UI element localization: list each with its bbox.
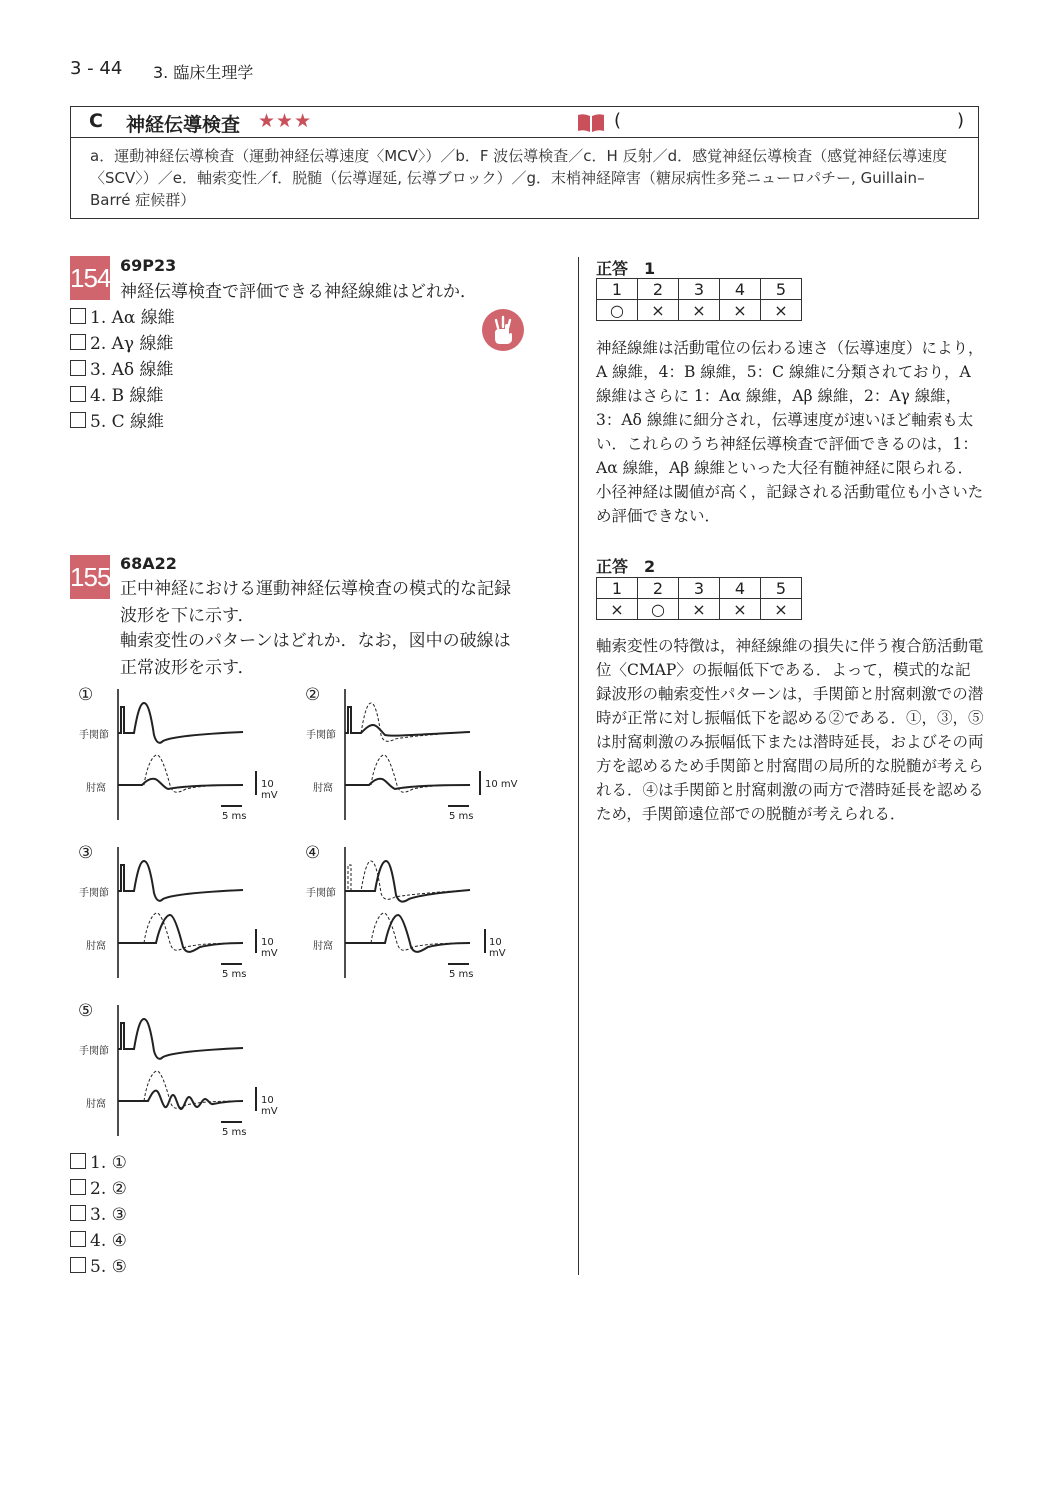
wrist-label: 手関節 — [306, 888, 336, 899]
answer-header-cell: 2 — [638, 578, 679, 599]
question-code: 68A22 — [120, 554, 177, 573]
answer-header-cell: 5 — [761, 578, 802, 599]
panel-number: ③ — [78, 843, 94, 863]
topic-header — [71, 107, 978, 138]
waveform-panel-5 — [78, 1001, 293, 1141]
answer-table — [596, 577, 802, 620]
choice-item[interactable]: 4. B 線維 — [70, 383, 175, 409]
panel-number: ② — [305, 685, 321, 705]
waveform-traces — [305, 843, 520, 983]
choice-item[interactable]: 5. C 線維 — [70, 409, 175, 435]
checkbox[interactable] — [70, 1153, 86, 1169]
answer-mark-cell: × — [720, 599, 761, 620]
wrist-label: 手関節 — [79, 1046, 109, 1057]
important-point-icon — [481, 308, 525, 352]
topic-box — [70, 106, 979, 219]
question-number-badge: 154 — [70, 256, 110, 300]
question-code: 69P23 — [120, 256, 177, 275]
book-icon — [577, 113, 605, 133]
choice-item[interactable]: 1. Aα 線維 — [70, 305, 175, 331]
amplitude-scale-label: 10 mV — [261, 937, 278, 959]
wrist-label: 手関節 — [79, 730, 109, 741]
page-number: 3 - 44 — [70, 58, 123, 79]
checkbox[interactable] — [70, 1231, 86, 1247]
reference-open-paren: ( — [614, 110, 622, 131]
waveform-traces — [78, 1001, 293, 1141]
answer-mark-cell: × — [679, 300, 720, 321]
topic-keywords: a．運動神経伝導検査（運動神経伝導速度〈MCV〉）／b．F 波伝導検査／c．H 反射／d．感覚神経伝導検査（感覚神経伝導速度〈SCV〉）／e．軸索変性／f．脱髄（伝導遅延, 伝導ブロック）／g．末梢神経障害（糖尿病性多発ニューロパチー, Guillain–Barré 症候群） — [90, 147, 948, 209]
waveform-panel-1 — [78, 685, 293, 825]
amplitude-scale-label: 10 mV — [489, 937, 506, 959]
wrist-label: 手関節 — [79, 888, 109, 899]
question-text-line: 正中神経における運動神経伝導検査の模式的な記録 — [120, 579, 511, 599]
panel-number: ⑤ — [78, 1001, 94, 1021]
waveform-traces — [305, 685, 520, 825]
answer-mark-cell: × — [761, 300, 802, 321]
answer-header-cell: 4 — [720, 279, 761, 300]
column-divider — [578, 257, 579, 1275]
answer-header-cell: 5 — [761, 279, 802, 300]
choice-item[interactable]: 2. ② — [70, 1176, 127, 1202]
choice-item[interactable]: 1. ① — [70, 1150, 127, 1176]
explanation-text: 軸索変性の特徴は，神経線維の損失に伴う複合筋活動電位〈CMAP〉の振幅低下である．よって，模式的な記録波形の軸索変性パターンは，手関節と肘窩刺激での潜時が正常に対し振幅低下を認める②である．①，③，⑤は肘窩刺激のみ振幅低下または潜時延長，およびその両方を認めるため手関節と肘窩間の局所的な脱髄が考えられる．④は手関節と肘窩刺激の両方で潜時延長を認めるため，手関節遠位部での脱髄が考えられる． — [596, 637, 984, 823]
answer-header-cell: 1 — [597, 279, 638, 300]
answer-mark-cell: ○ — [597, 300, 638, 321]
question-text: 神経伝導検査で評価できる神経線維はどれか． — [120, 282, 477, 302]
question-text-line: 正常波形を示す． — [120, 658, 255, 678]
waveform-traces — [78, 843, 293, 983]
choice-item[interactable]: 4. ④ — [70, 1228, 127, 1254]
checkbox[interactable] — [70, 334, 86, 350]
question-text-line: 軸索変性のパターンはどれか．なお，図中の破線は — [120, 631, 511, 651]
waveform-panel-2 — [305, 685, 520, 825]
checkbox[interactable] — [70, 308, 86, 324]
answer-mark-cell: × — [597, 599, 638, 620]
explanation-text: 神経線維は活動電位の伝わる速さ（伝導速度）により，A 線維，4：B 線維，5：C 線維に分類されており，A 線維はさらに 1：Aα 線維，Aβ 線維，2：Aγ 線維，3：Aδ 線維に細分され，伝導速度が速いほど軸索も太い．これらのうち神経伝導検査で評価できるのは，1：Aα 線維，Aβ 線維といった大径有髄神経に限られる．小径神経は閾値が高く，記録される活動電位も小さいため評価できない． — [596, 339, 984, 525]
amplitude-scale-label: 10 mV — [261, 779, 278, 801]
answer-mark-cell: × — [720, 300, 761, 321]
panel-number: ① — [78, 685, 94, 705]
time-scale-label: 5 ms — [222, 811, 247, 822]
topic-title: 神経伝導検査 — [126, 114, 241, 136]
chapter-title: 3. 臨床生理学 — [153, 63, 254, 82]
answer-label: 正答 2 — [596, 557, 656, 576]
elbow-label: 肘窩 — [86, 783, 106, 794]
checkbox[interactable] — [70, 1205, 86, 1221]
elbow-label: 肘窩 — [86, 941, 106, 952]
checkbox[interactable] — [70, 1257, 86, 1273]
amplitude-scale-label: 10 mV — [261, 1095, 278, 1117]
answer-header-cell: 3 — [679, 279, 720, 300]
elbow-label: 肘窩 — [313, 941, 333, 952]
choice-item[interactable]: 2. Aγ 線維 — [70, 331, 175, 357]
amplitude-scale-label: 10 mV — [485, 779, 518, 790]
checkbox[interactable] — [70, 386, 86, 402]
choice-item[interactable]: 3. ③ — [70, 1202, 127, 1228]
answer-header-cell: 2 — [638, 279, 679, 300]
answer-label: 正答 1 — [596, 259, 656, 278]
question-text-line: 波形を下に示す． — [120, 606, 255, 626]
answer-header-cell: 3 — [679, 578, 720, 599]
time-scale-label: 5 ms — [449, 811, 474, 822]
topic-letter: C — [89, 110, 103, 132]
choice-list — [70, 305, 175, 435]
panel-number: ④ — [305, 843, 321, 863]
choice-item[interactable]: 3. Aδ 線維 — [70, 357, 175, 383]
elbow-label: 肘窩 — [86, 1099, 106, 1110]
time-scale-label: 5 ms — [222, 969, 247, 980]
waveform-panel-3 — [78, 843, 293, 983]
question-number-badge: 155 — [70, 555, 110, 599]
answer-table — [596, 278, 802, 321]
choice-item[interactable]: 5. ⑤ — [70, 1254, 127, 1280]
wrist-label: 手関節 — [306, 730, 336, 741]
importance-stars: ★★★ — [258, 110, 313, 132]
answer-header-cell: 1 — [597, 578, 638, 599]
time-scale-label: 5 ms — [449, 969, 474, 980]
answer-header-cell: 4 — [720, 578, 761, 599]
elbow-label: 肘窩 — [313, 783, 333, 794]
waveform-panel-4 — [305, 843, 520, 983]
answer-mark-cell: × — [638, 300, 679, 321]
checkbox[interactable] — [70, 360, 86, 376]
checkbox[interactable] — [70, 412, 86, 428]
time-scale-label: 5 ms — [222, 1127, 247, 1138]
reference-close-paren: ) — [957, 110, 965, 131]
choice-list — [70, 1150, 127, 1280]
checkbox[interactable] — [70, 1179, 86, 1195]
answer-mark-cell: ○ — [638, 599, 679, 620]
waveform-traces — [78, 685, 293, 825]
answer-mark-cell: × — [761, 599, 802, 620]
answer-mark-cell: × — [679, 599, 720, 620]
